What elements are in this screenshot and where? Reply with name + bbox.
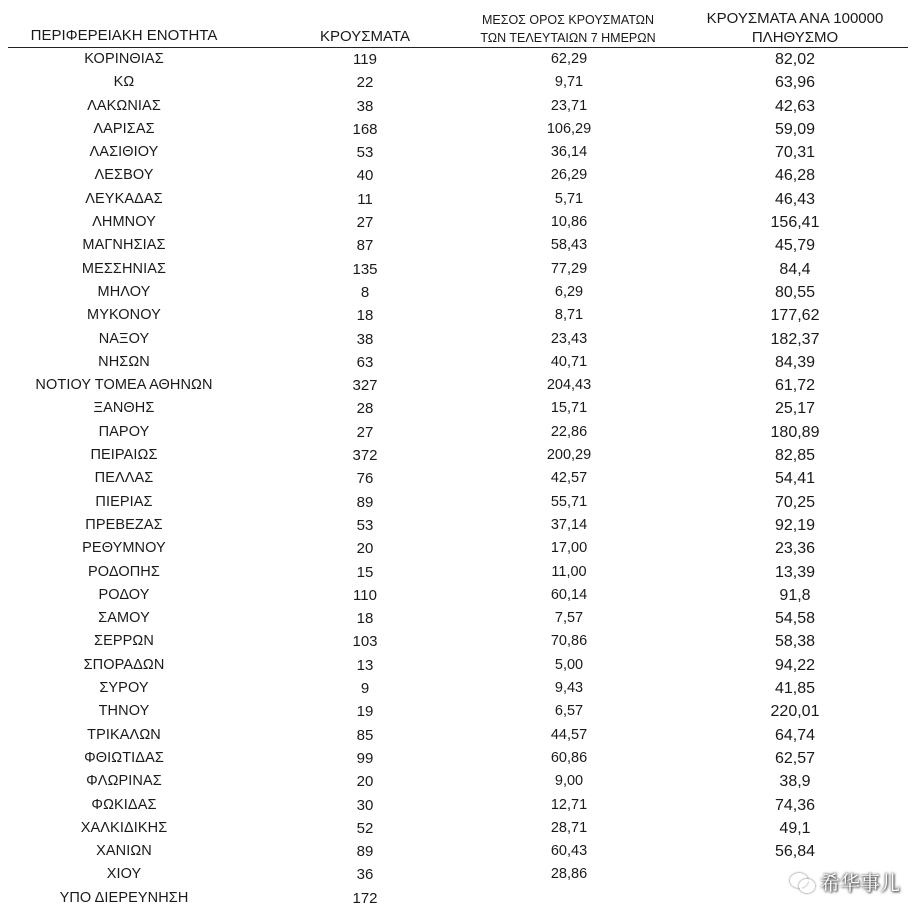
table-row: [8, 630, 908, 653]
avg-cell: 42,57: [550, 470, 588, 487]
per-cell: 70,25: [774, 493, 816, 511]
region-cell: ΠΡΕΒΕΖΑΣ: [85, 516, 163, 533]
cases-cell: 20: [356, 773, 374, 791]
table-row: [8, 537, 908, 560]
region-cell: ΦΩΚΙΔΑΣ: [91, 796, 157, 813]
cases-cell: 110: [353, 586, 377, 604]
cases-cell: 372: [352, 447, 378, 465]
avg-cell: 28,71: [550, 819, 588, 836]
table-row: [8, 351, 908, 374]
avg-cell: 58,43: [550, 237, 588, 254]
header-per-line-2: ΠΛΗΘΥΣΜΟ: [751, 29, 839, 46]
avg-cell: 9,00: [554, 773, 584, 790]
region-cell: ΜΗΛΟΥ: [97, 283, 151, 300]
watermark-text: 希华事儿: [820, 873, 900, 895]
per-cell: 70,31: [774, 144, 816, 162]
region-cell: ΝΟΤΙΟΥ ΤΟΜΕΑ ΑΘΗΝΩΝ: [35, 377, 213, 394]
header-cases-per-100000: [696, 4, 908, 48]
avg-cell: 17,00: [550, 540, 588, 557]
header-avg-line-2: ΤΩΝ ΤΕΛΕΥΤΑΙΩΝ 7 ΗΜΕΡΩΝ: [480, 31, 656, 45]
cases-cell: 36: [356, 866, 374, 884]
table-row: [8, 118, 908, 141]
avg-cell: 62,29: [550, 51, 588, 67]
per-cell: 180,89: [770, 423, 820, 441]
region-cell: ΡΟΔΟΥ: [98, 586, 150, 603]
cases-cell: 103: [352, 633, 378, 651]
region-cell: ΡΕΘΥΜΝΟΥ: [82, 540, 166, 557]
table-row: [8, 887, 908, 910]
avg-cell: 22,86: [550, 423, 588, 440]
header-avg-7-days: [460, 4, 696, 48]
avg-cell: 10,86: [550, 214, 588, 231]
header-cases: ΚΡΟΥΣΜΑΤΑ: [240, 4, 460, 48]
table-row: [8, 281, 908, 304]
cases-cell: 18: [356, 307, 374, 325]
avg-cell: 37,14: [550, 516, 588, 533]
table-row: [8, 211, 908, 234]
table-row: [8, 71, 908, 94]
per-cell: 25,17: [774, 400, 816, 418]
per-cell: 84,4: [779, 260, 811, 278]
region-cell: ΛΗΜΝΟΥ: [92, 214, 156, 231]
cases-cell: 13: [356, 656, 374, 674]
region-cell: ΧΑΝΙΩΝ: [96, 843, 152, 860]
header-per-line-1: ΚΡΟΥΣΜΑΤΑ ΑΝΑ 100000: [706, 10, 884, 27]
avg-cell: 106,29: [546, 120, 592, 137]
per-cell: 49,1: [779, 819, 811, 837]
per-cell: 80,55: [774, 283, 816, 301]
per-cell: 91,8: [779, 586, 811, 604]
table-row: [8, 304, 908, 327]
table-row: [8, 607, 908, 630]
per-cell: 41,85: [774, 680, 816, 698]
region-cell: ΛΑΚΩΝΙΑΣ: [87, 97, 161, 114]
table-row: [8, 374, 908, 397]
per-cell: 182,37: [770, 330, 820, 348]
table-row: [8, 514, 908, 537]
table-row: [8, 584, 908, 607]
avg-cell: 9,43: [554, 680, 584, 697]
per-cell: 54,58: [774, 610, 816, 628]
cases-cell: 89: [356, 843, 374, 861]
table-row: [8, 770, 908, 793]
region-cell: ΠΕΛΛΑΣ: [94, 470, 154, 487]
table-body: [8, 48, 908, 910]
cases-cell: 119: [353, 51, 377, 68]
region-cell: ΝΗΣΩΝ: [98, 353, 150, 370]
table-row: [8, 328, 908, 351]
per-cell: 59,09: [774, 120, 816, 138]
per-cell: 58,38: [774, 633, 816, 651]
per-cell: 46,28: [774, 167, 816, 185]
cases-cell: 135: [352, 260, 378, 278]
avg-cell: 5,00: [554, 656, 584, 673]
region-cell: ΞΑΝΘΗΣ: [93, 400, 155, 417]
cases-cell: 30: [356, 796, 374, 814]
avg-cell: 60,14: [550, 586, 588, 603]
cases-cell: 52: [356, 819, 374, 837]
avg-cell: 40,71: [550, 353, 588, 370]
watermark: [790, 867, 900, 896]
region-cell: ΣΑΜΟΥ: [98, 610, 150, 627]
cases-cell: 85: [356, 726, 374, 744]
cases-cell: 19: [356, 703, 374, 721]
table-row: [8, 817, 908, 840]
table-row: [8, 188, 908, 211]
cases-cell: 9: [360, 680, 370, 698]
header-avg-line-1: ΜΕΣΟΣ ΟΡΟΣ ΚΡΟΥΣΜΑΤΩΝ: [481, 13, 655, 27]
per-cell: 64,74: [774, 726, 816, 744]
cases-cell: 38: [356, 330, 374, 348]
per-cell: 177,62: [770, 307, 820, 325]
region-cell: ΣΥΡΟΥ: [99, 680, 149, 697]
avg-cell: 77,29: [550, 260, 588, 277]
table-row: [8, 561, 908, 584]
per-cell: 94,22: [774, 656, 816, 674]
avg-cell: [460, 887, 696, 910]
per-cell: 23,36: [774, 540, 816, 558]
region-cell: ΠΑΡΟΥ: [98, 423, 150, 440]
avg-cell: 36,14: [550, 144, 588, 161]
table-row: [8, 794, 908, 817]
covid-cases-table: [8, 4, 908, 910]
per-cell: 220,01: [770, 703, 820, 721]
region-cell: ΠΙΕΡΙΑΣ: [95, 493, 153, 510]
per-cell: 46,43: [774, 190, 816, 208]
avg-cell: 6,57: [554, 703, 584, 720]
table-row: [8, 724, 908, 747]
per-cell: 45,79: [774, 237, 816, 255]
avg-cell: 15,71: [550, 400, 588, 417]
table-row: [8, 677, 908, 700]
region-cell: ΦΘΙΩΤΙΔΑΣ: [84, 749, 164, 766]
region-cell: ΛΕΥΚΑΔΑΣ: [85, 190, 163, 207]
region-cell: ΜΥΚΟΝΟΥ: [87, 307, 161, 324]
cases-cell: 27: [356, 214, 374, 232]
avg-cell: 12,71: [550, 796, 588, 813]
avg-cell: 60,86: [550, 749, 588, 766]
avg-cell: 55,71: [550, 493, 588, 510]
avg-cell: 26,29: [550, 167, 588, 184]
per-cell: 56,84: [774, 843, 816, 861]
table-row: [8, 467, 908, 490]
region-cell: ΚΩ: [113, 74, 135, 91]
avg-cell: 6,29: [554, 283, 584, 300]
region-cell: ΜΕΣΣΗΝΙΑΣ: [81, 260, 167, 277]
cases-cell: 27: [356, 423, 374, 441]
region-cell: ΚΟΡΙΝΘΙΑΣ: [84, 51, 164, 67]
cases-cell: 22: [356, 74, 374, 92]
table-row: [8, 141, 908, 164]
table-row: [8, 164, 908, 187]
cases-cell: 8: [360, 283, 370, 301]
per-cell: 156,41: [770, 214, 820, 232]
table-row: [8, 258, 908, 281]
region-cell: ΣΕΡΡΩΝ: [94, 633, 154, 650]
cases-cell: 327: [352, 377, 378, 395]
cases-cell: 53: [356, 516, 374, 534]
per-cell: 82,02: [774, 51, 816, 68]
header-region: ΠΕΡΙΦΕΡΕΙΑΚΗ ΕΝΟΤΗΤΑ: [8, 4, 240, 48]
table-row: [8, 48, 908, 72]
region-cell: ΦΛΩΡΙΝΑΣ: [86, 773, 162, 790]
cases-cell: 76: [356, 470, 374, 488]
region-cell: ΛΕΣΒΟΥ: [94, 167, 154, 184]
per-cell: 42,63: [774, 97, 816, 115]
avg-cell: 8,71: [554, 307, 584, 324]
table-row: [8, 747, 908, 770]
cases-cell: 28: [356, 400, 374, 418]
avg-cell: 60,43: [550, 843, 588, 860]
region-cell: ΤΡΙΚΑΛΩΝ: [87, 726, 161, 743]
avg-cell: 204,43: [546, 377, 592, 394]
table-row: [8, 700, 908, 723]
per-cell: 74,36: [774, 796, 816, 814]
region-cell: ΣΠΟΡΑΔΩΝ: [83, 656, 165, 673]
region-cell: ΛΑΡΙΣΑΣ: [93, 120, 155, 137]
table-row: [8, 444, 908, 467]
avg-cell: 7,57: [554, 610, 584, 627]
region-cell: ΜΑΓΝΗΣΙΑΣ: [82, 237, 166, 254]
per-cell: 84,39: [774, 353, 816, 371]
avg-cell: 44,57: [550, 726, 588, 743]
cases-cell: 89: [356, 493, 374, 511]
table-row: [8, 863, 908, 886]
region-cell: ΥΠΟ ΔΙΕΡΕΥΝΗΣΗ: [59, 889, 189, 906]
region-cell: ΧΑΛΚΙΔΙΚΗΣ: [80, 819, 168, 836]
per-cell: 92,19: [774, 516, 816, 534]
avg-cell: 23,71: [550, 97, 588, 114]
avg-cell: 70,86: [550, 633, 588, 650]
cases-cell: 38: [356, 97, 374, 115]
per-cell: 61,72: [774, 377, 816, 395]
table-row: [8, 234, 908, 257]
table-row: [8, 840, 908, 863]
region-cell: ΛΑΣΙΘΙΟΥ: [89, 144, 159, 161]
avg-cell: 5,71: [554, 190, 584, 207]
table-row: [8, 654, 908, 677]
cases-cell: 172: [352, 889, 378, 907]
cases-cell: 15: [356, 563, 374, 581]
cases-cell: 18: [356, 610, 374, 628]
per-cell: 63,96: [774, 74, 816, 92]
region-cell: ΠΕΙΡΑΙΩΣ: [90, 447, 158, 464]
cases-cell: 11: [357, 190, 373, 208]
table-row: [8, 421, 908, 444]
region-cell: ΡΟΔΟΠΗΣ: [88, 563, 160, 580]
per-cell: 82,85: [774, 447, 816, 465]
cases-cell: 99: [356, 749, 374, 767]
region-cell: ΧΙΟΥ: [106, 866, 142, 883]
cases-cell: 20: [356, 540, 374, 558]
cases-cell: 87: [356, 237, 374, 255]
region-cell: ΝΑΞΟΥ: [98, 330, 150, 347]
avg-cell: 28,86: [550, 866, 588, 883]
table-header-row: [8, 4, 908, 48]
per-cell: 38,9: [779, 773, 811, 791]
cases-cell: 53: [356, 144, 374, 162]
avg-cell: 11,00: [551, 563, 587, 580]
per-cell: 62,57: [774, 749, 816, 767]
wechat-icon: [790, 873, 814, 891]
per-cell: 54,41: [774, 470, 816, 488]
avg-cell: 23,43: [550, 330, 588, 347]
cases-cell: 168: [352, 120, 378, 138]
avg-cell: 200,29: [546, 447, 592, 464]
avg-cell: 9,71: [554, 74, 584, 91]
table-row: [8, 491, 908, 514]
table-row: [8, 397, 908, 420]
cases-cell: 40: [356, 167, 374, 185]
table-row: [8, 95, 908, 118]
per-cell: 13,39: [774, 563, 816, 581]
region-cell: ΤΗΝΟΥ: [98, 703, 150, 720]
cases-cell: 63: [356, 353, 374, 371]
